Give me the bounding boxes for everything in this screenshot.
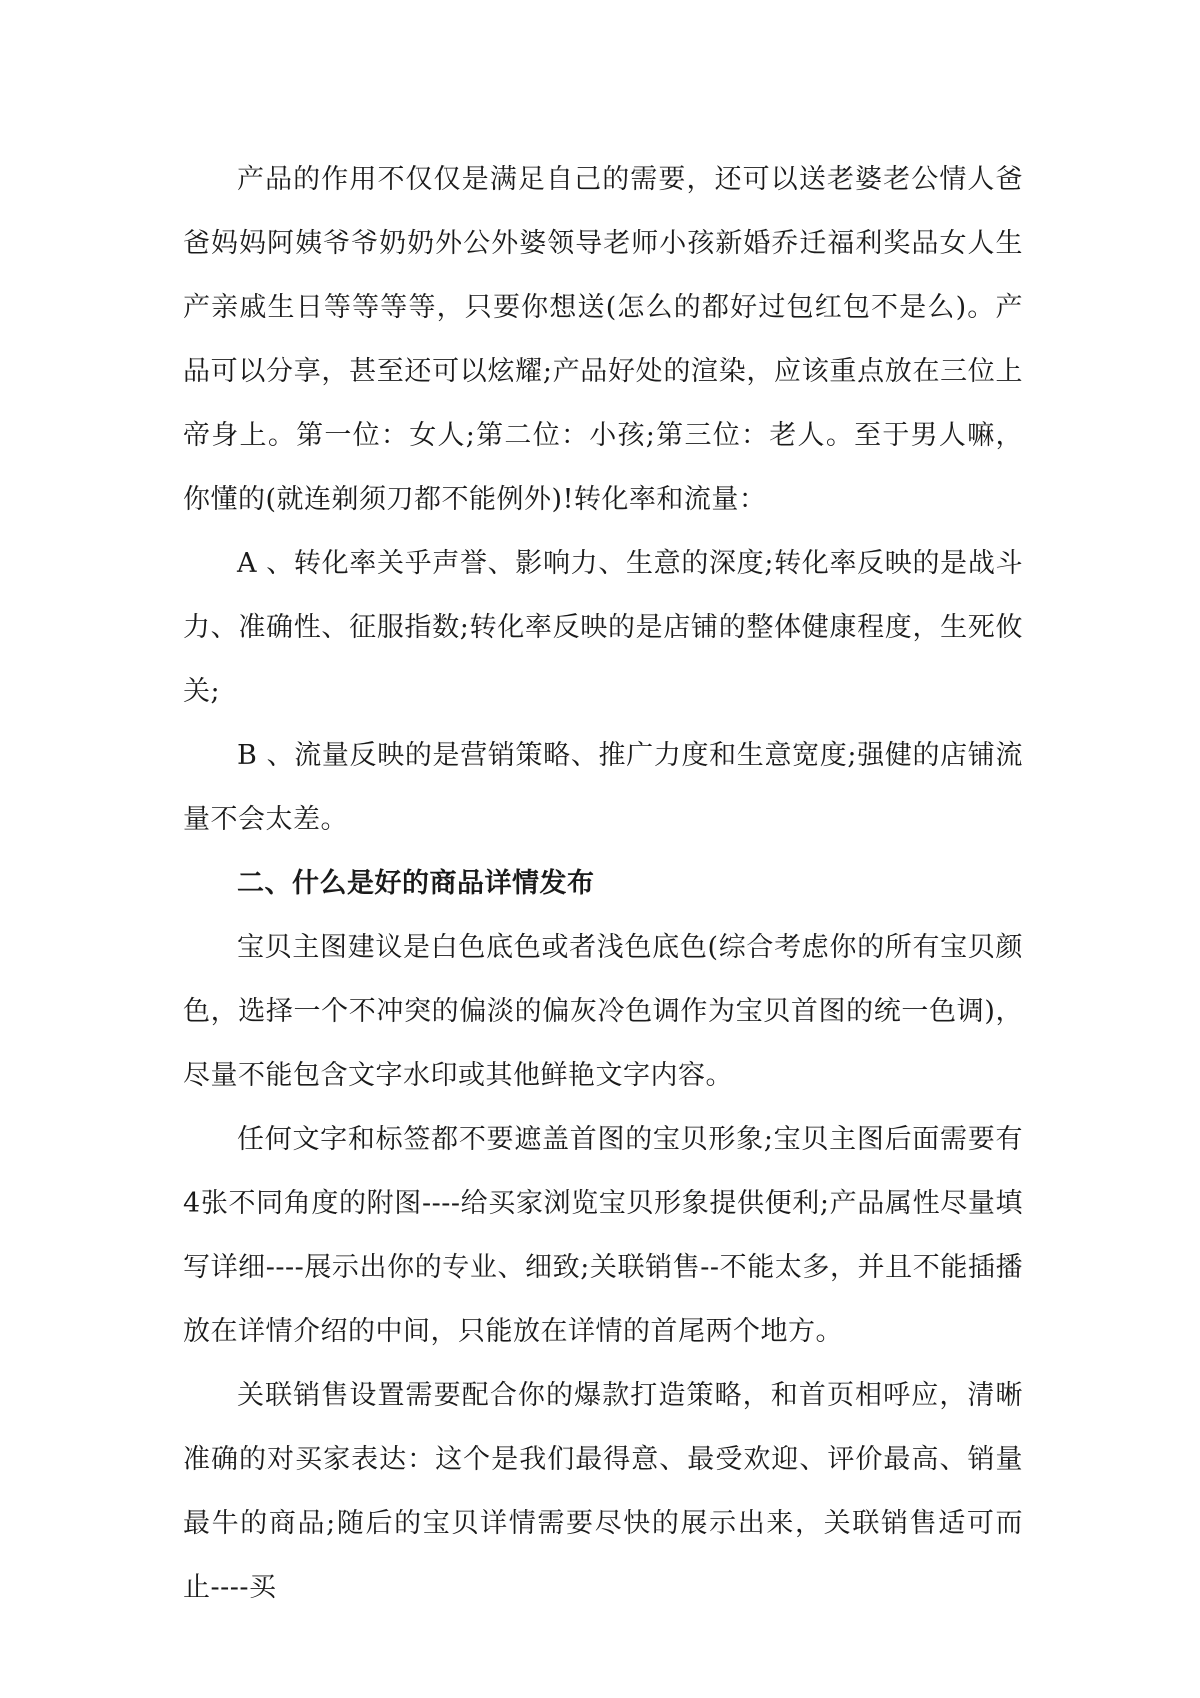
section-heading: 二、什么是好的商品详情发布 [237,868,595,899]
paragraph-labels-and-images: 任何文字和标签都不要遮盖首图的宝贝形象;宝贝主图后面需要有4张不同角度的附图----给买家浏览宝贝形象提供便利;产品属性尽量填写详细----展示出你的专业、细致;关联销售--不能太多，并且不能插播放在详情介绍的中间，只能放在详情的首尾两个地方。 [183,1124,1023,1347]
paragraph-traffic: B 、流量反映的是营销策略、推广力度和生意宽度;强健的店铺流量不会太差。 [183,740,1023,835]
paragraph-product-uses: 产品的作用不仅仅是满足自己的需要，还可以送老婆老公情人爸爸妈妈阿姨爷爷奶奶外公外婆领导老师小孩新婚乔迁福利奖品女人生产亲戚生日等等等等，只要你想送(怎么的都好过包红包不是么)。产品可以分享，甚至还可以炫耀;产品好处的渲染，应该重点放在三位上帝身上。第一位：女人;第二位：小孩;第三位：老人。至于男人嘛，你懂的(就连剃须刀都不能例外)!转化率和流量： [183,164,1023,515]
paragraph-main-image: 宝贝主图建议是白色底色或者浅色底色(综合考虑你的所有宝贝颜色，选择一个不冲突的偏淡的偏灰冷色调作为宝贝首图的统一色调)，尽量不能包含文字水印或其他鲜艳文字内容。 [183,932,1023,1091]
paragraph-related-sales: 关联销售设置需要配合你的爆款打造策略，和首页相呼应，清晰准确的对买家表达：这个是我们最得意、最受欢迎、评价最高、销量最牛的商品;随后的宝贝详情需要尽快的展示出来，关联销售适可而止----买 [183,1380,1023,1603]
document-body [183,148,1023,1620]
paragraph-conversion-rate: A 、转化率关乎声誉、影响力、生意的深度;转化率反映的是战斗力、准确性、征服指数;转化率反映的是店铺的整体健康程度，生死攸关; [183,548,1023,707]
